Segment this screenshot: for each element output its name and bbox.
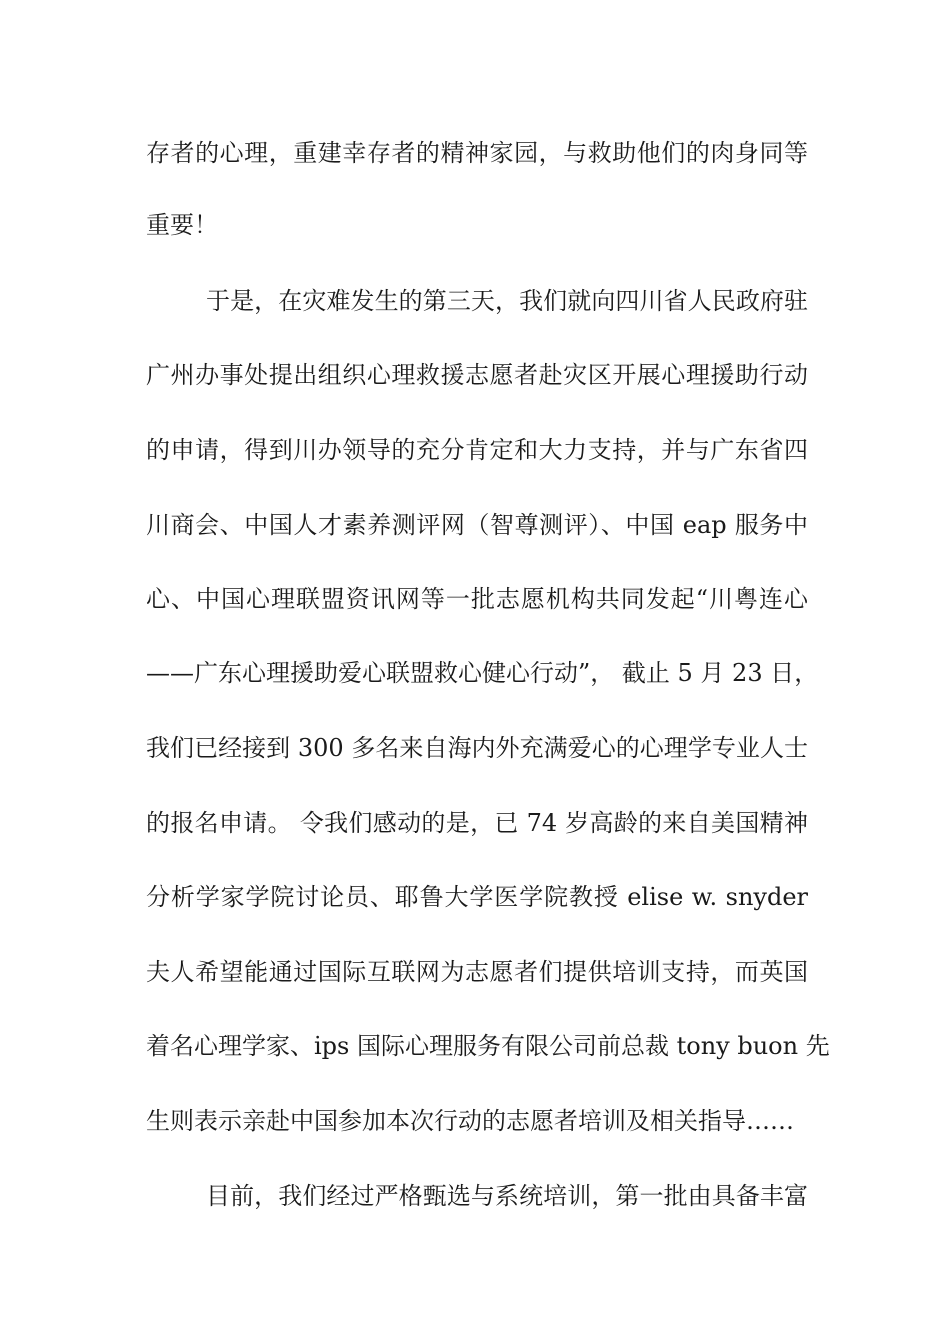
text-line: 分析学家学院讨论员、耶鲁大学医学院教授 elise w. snyder <box>146 883 808 911</box>
text-line: 我们已经接到 300 多名来自海内外充满爱心的心理学专业人士 <box>146 734 808 762</box>
text-line: 的报名申请。 令我们感动的是，已 74 岁高龄的来自美国精神 <box>146 809 808 837</box>
text-line: 川商会、中国人才素养测评网（智尊测评）、中国 eap 服务中 <box>146 511 808 539</box>
text-line: 重要！ <box>146 211 218 239</box>
text-line: ——广东心理援助爱心联盟救心健心行动”， 截止 5 月 23 日， <box>146 659 819 687</box>
paragraph-first-line: 于是，在灾难发生的第三天，我们就向四川省人民政府驻 <box>206 287 808 315</box>
text-line: 生则表示亲赴中国参加本次行动的志愿者培训及相关指导…… <box>146 1107 794 1135</box>
paragraph-first-line: 目前，我们经过严格甄选与系统培训，第一批由具备丰富 <box>206 1182 808 1210</box>
text-line: 的申请，得到川办领导的充分肯定和大力支持，并与广东省四 <box>146 436 808 464</box>
text-line: 存者的心理，重建幸存者的精神家园，与救助他们的肉身同等 <box>146 139 808 167</box>
text-line: 着名心理学家、ips 国际心理服务有限公司前总裁 tony buon 先 <box>146 1032 830 1060</box>
text-line: 心、中国心理联盟资讯网等一批志愿机构共同发起“川粤连心 <box>146 585 808 613</box>
text-line: 夫人希望能通过国际互联网为志愿者们提供培训支持，而英国 <box>146 958 808 986</box>
text-line: 广州办事处提出组织心理救援志愿者赴灾区开展心理援助行动 <box>146 361 808 389</box>
